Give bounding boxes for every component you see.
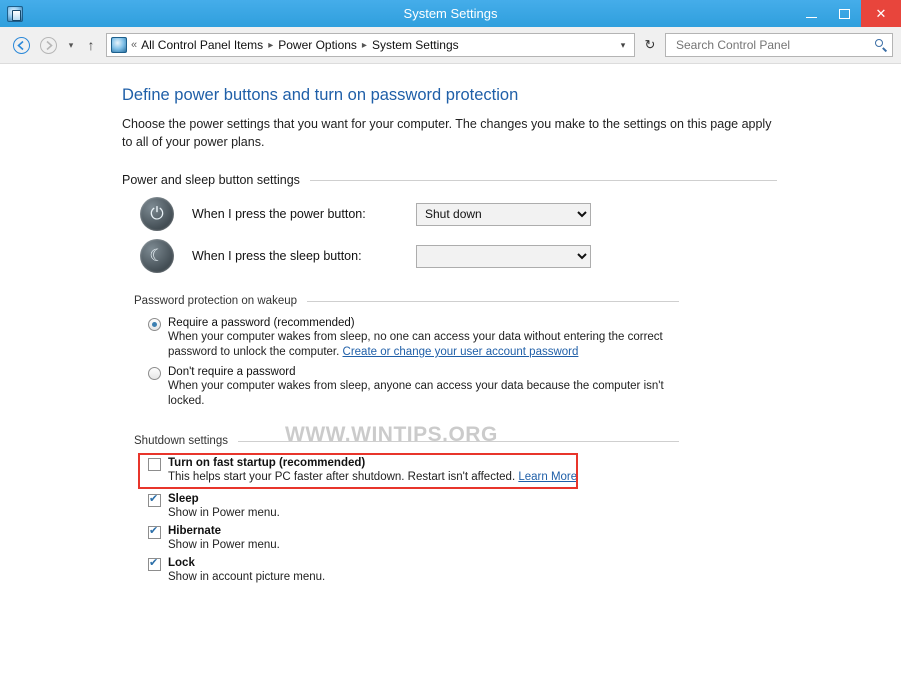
change-password-link[interactable]: Create or change your user account password [342, 346, 579, 358]
lock-label: Lock [168, 557, 195, 569]
chevron-down-icon[interactable]: ▾ [620, 39, 626, 50]
breadcrumb-item-system-settings[interactable]: System Settings [371, 38, 459, 52]
power-button-icon [140, 197, 174, 231]
search-icon [874, 38, 888, 52]
sleep-button-setting-row [140, 239, 777, 273]
breadcrumb[interactable] [106, 33, 635, 57]
password-protection-group [134, 295, 679, 409]
minimize-icon [806, 17, 817, 18]
sleep-button-icon [140, 239, 174, 273]
power-options-icon [7, 6, 23, 22]
back-arrow-icon [13, 37, 30, 54]
group-divider [238, 441, 679, 442]
no-password-body [168, 366, 679, 409]
lock-checkbox[interactable] [148, 558, 161, 571]
power-button-label: When I press the power button: [192, 207, 366, 221]
hibernate-description: Show in Power menu. [168, 539, 280, 551]
password-protection-group-header [134, 295, 679, 307]
no-password-row[interactable] [134, 366, 679, 409]
refresh-icon[interactable]: ↻ [644, 37, 656, 52]
fast-startup-body [168, 457, 679, 485]
maximize-button[interactable] [828, 0, 861, 27]
shutdown-settings-group [134, 435, 679, 585]
page-description: Choose the power settings that you want for your computer. The changes you make to the settings on this page apply to all of your power plans. [122, 117, 772, 149]
maximize-icon [839, 9, 850, 19]
sleep-label: Sleep [168, 493, 199, 505]
power-symbol-icon: ⏻ [150, 204, 164, 223]
settings-content [0, 64, 901, 694]
power-sleep-group-label: Power and sleep button settings [122, 173, 300, 187]
close-button[interactable]: ✕ [861, 0, 901, 27]
power-sleep-group [122, 173, 777, 273]
learn-more-link[interactable]: Learn More [518, 471, 578, 483]
sleep-body [168, 493, 679, 521]
no-password-radio[interactable] [148, 367, 161, 380]
address-bar [0, 27, 901, 64]
no-password-description: When your computer wakes from sleep, anyone can access your data because the computer isn't locked. [168, 380, 664, 407]
require-password-label: Require a password (recommended) [168, 317, 355, 329]
forward-button[interactable] [35, 32, 61, 58]
lock-row[interactable] [134, 557, 679, 585]
hibernate-label: Hibernate [168, 525, 222, 537]
sleep-button-action-select[interactable] [416, 245, 591, 268]
breadcrumb-separator-icon[interactable]: ▸ [361, 39, 367, 51]
require-password-radio[interactable] [148, 318, 161, 331]
minimize-button[interactable] [795, 0, 828, 27]
hibernate-body [168, 525, 679, 553]
fast-startup-description-text: This helps start your PC faster after shutdown. Restart isn't affected. [168, 471, 519, 483]
watermark: WWW.WINTIPS.ORG [285, 423, 498, 446]
search-input[interactable] [674, 37, 874, 53]
breadcrumb-icon [111, 37, 127, 53]
search-box[interactable] [665, 33, 893, 57]
back-button[interactable] [8, 32, 34, 58]
sleep-button-label: When I press the sleep button: [192, 249, 362, 263]
require-password-row[interactable] [134, 317, 679, 360]
group-divider [307, 301, 679, 302]
sleep-description: Show in Power menu. [168, 507, 280, 519]
breadcrumb-item-all-control-panel-items[interactable]: All Control Panel Items [141, 38, 264, 52]
window-title: System Settings [403, 6, 498, 21]
recent-locations-button[interactable]: ▾ [68, 39, 74, 50]
sleep-row[interactable] [134, 493, 679, 521]
require-password-body [168, 317, 679, 360]
fast-startup-row[interactable] [134, 457, 679, 485]
lock-description: Show in account picture menu. [168, 571, 326, 583]
hibernate-row[interactable] [134, 525, 679, 553]
breadcrumb-overflow-icon[interactable]: « [131, 39, 138, 51]
require-password-description-text: When your computer wakes from sleep, no one can access your data without entering the correct password to unlock the computer. [168, 331, 663, 358]
power-button-setting-row [140, 197, 777, 231]
page-title: Define power buttons and turn on password protection [122, 86, 519, 104]
fast-startup-description [168, 470, 679, 485]
shutdown-settings-group-label: Shutdown settings [134, 435, 228, 447]
lock-body [168, 557, 679, 585]
power-button-action-select[interactable] [416, 203, 591, 226]
no-password-label: Don't require a password [168, 366, 296, 378]
window-controls [795, 0, 901, 27]
up-button[interactable]: ↑ [87, 37, 95, 53]
breadcrumb-separator-icon[interactable]: ▸ [268, 39, 274, 51]
power-sleep-group-header [122, 173, 777, 187]
password-protection-group-label: Password protection on wakeup [134, 295, 298, 307]
fast-startup-checkbox[interactable] [148, 458, 161, 471]
moon-symbol-icon: ☾ [149, 246, 165, 265]
breadcrumb-item-power-options[interactable]: Power Options [278, 38, 357, 52]
forward-arrow-icon [40, 37, 57, 54]
fast-startup-label: Turn on fast startup (recommended) [168, 457, 366, 469]
group-divider [310, 180, 777, 181]
window-titlebar [0, 0, 901, 27]
sleep-checkbox[interactable] [148, 494, 161, 507]
hibernate-checkbox[interactable] [148, 526, 161, 539]
require-password-description [168, 330, 679, 360]
shutdown-settings-group-header [134, 435, 679, 447]
